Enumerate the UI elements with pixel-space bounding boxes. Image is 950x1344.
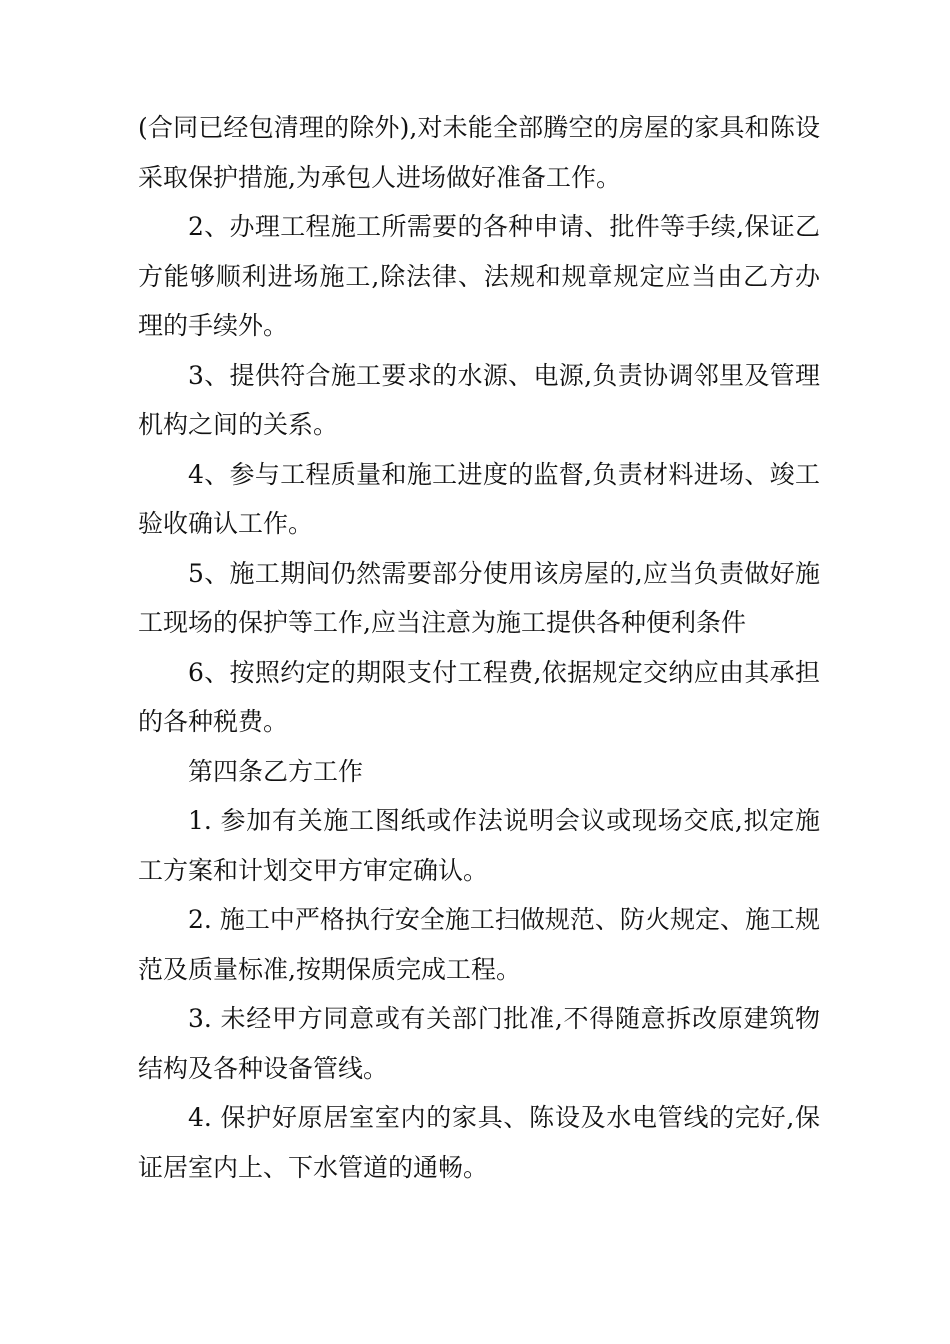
paragraph-item-2: 2、办理工程施工所需要的各种申请、批件等手续,保证乙方能够顺利进场施工,除法律、法规和规章规定应当由乙方办理的手续外。 (138, 212, 820, 340)
paragraph-item-4: 4、参与工程质量和施工进度的监督,负责材料进场、竣工验收确认工作。 (138, 459, 820, 538)
paragraph-b-item-2: 2. 施工中严格执行安全施工扫做规范、防火规定、施工规范及质量标准,按期保质完成工程。 (138, 905, 820, 984)
paragraph-item-6: 6、按照约定的期限支付工程费,依据规定交纳应由其承担的各种税费。 (138, 657, 820, 736)
paragraph-item-5: 5、施工期间仍然需要部分使用该房屋的,应当负责做好施工现场的保护等工作,应当注意为施工提供各种便利条件 (138, 558, 820, 637)
paragraph-continuation: (合同已经包清理的除外),对未能全部腾空的房屋的家具和陈设采取保护措施,为承包人进场做好准备工作。 (138, 113, 820, 192)
paragraph-b-item-4: 4. 保护好原居室室内的家具、陈设及水电管线的完好,保证居室内上、下水管道的通畅。 (138, 1103, 820, 1182)
paragraph-b-item-3: 3. 未经甲方同意或有关部门批准,不得随意拆改原建筑物结构及各种设备管线。 (138, 1004, 820, 1083)
document-body (138, 103, 820, 1192)
paragraph-b-item-1: 1. 参加有关施工图纸或作法说明会议或现场交底,拟定施工方案和计划交甲方审定确认。 (138, 806, 820, 885)
section-heading: 第四条乙方工作 (188, 756, 364, 786)
paragraph-item-3: 3、提供符合施工要求的水源、电源,负责协调邻里及管理机构之间的关系。 (138, 360, 820, 439)
